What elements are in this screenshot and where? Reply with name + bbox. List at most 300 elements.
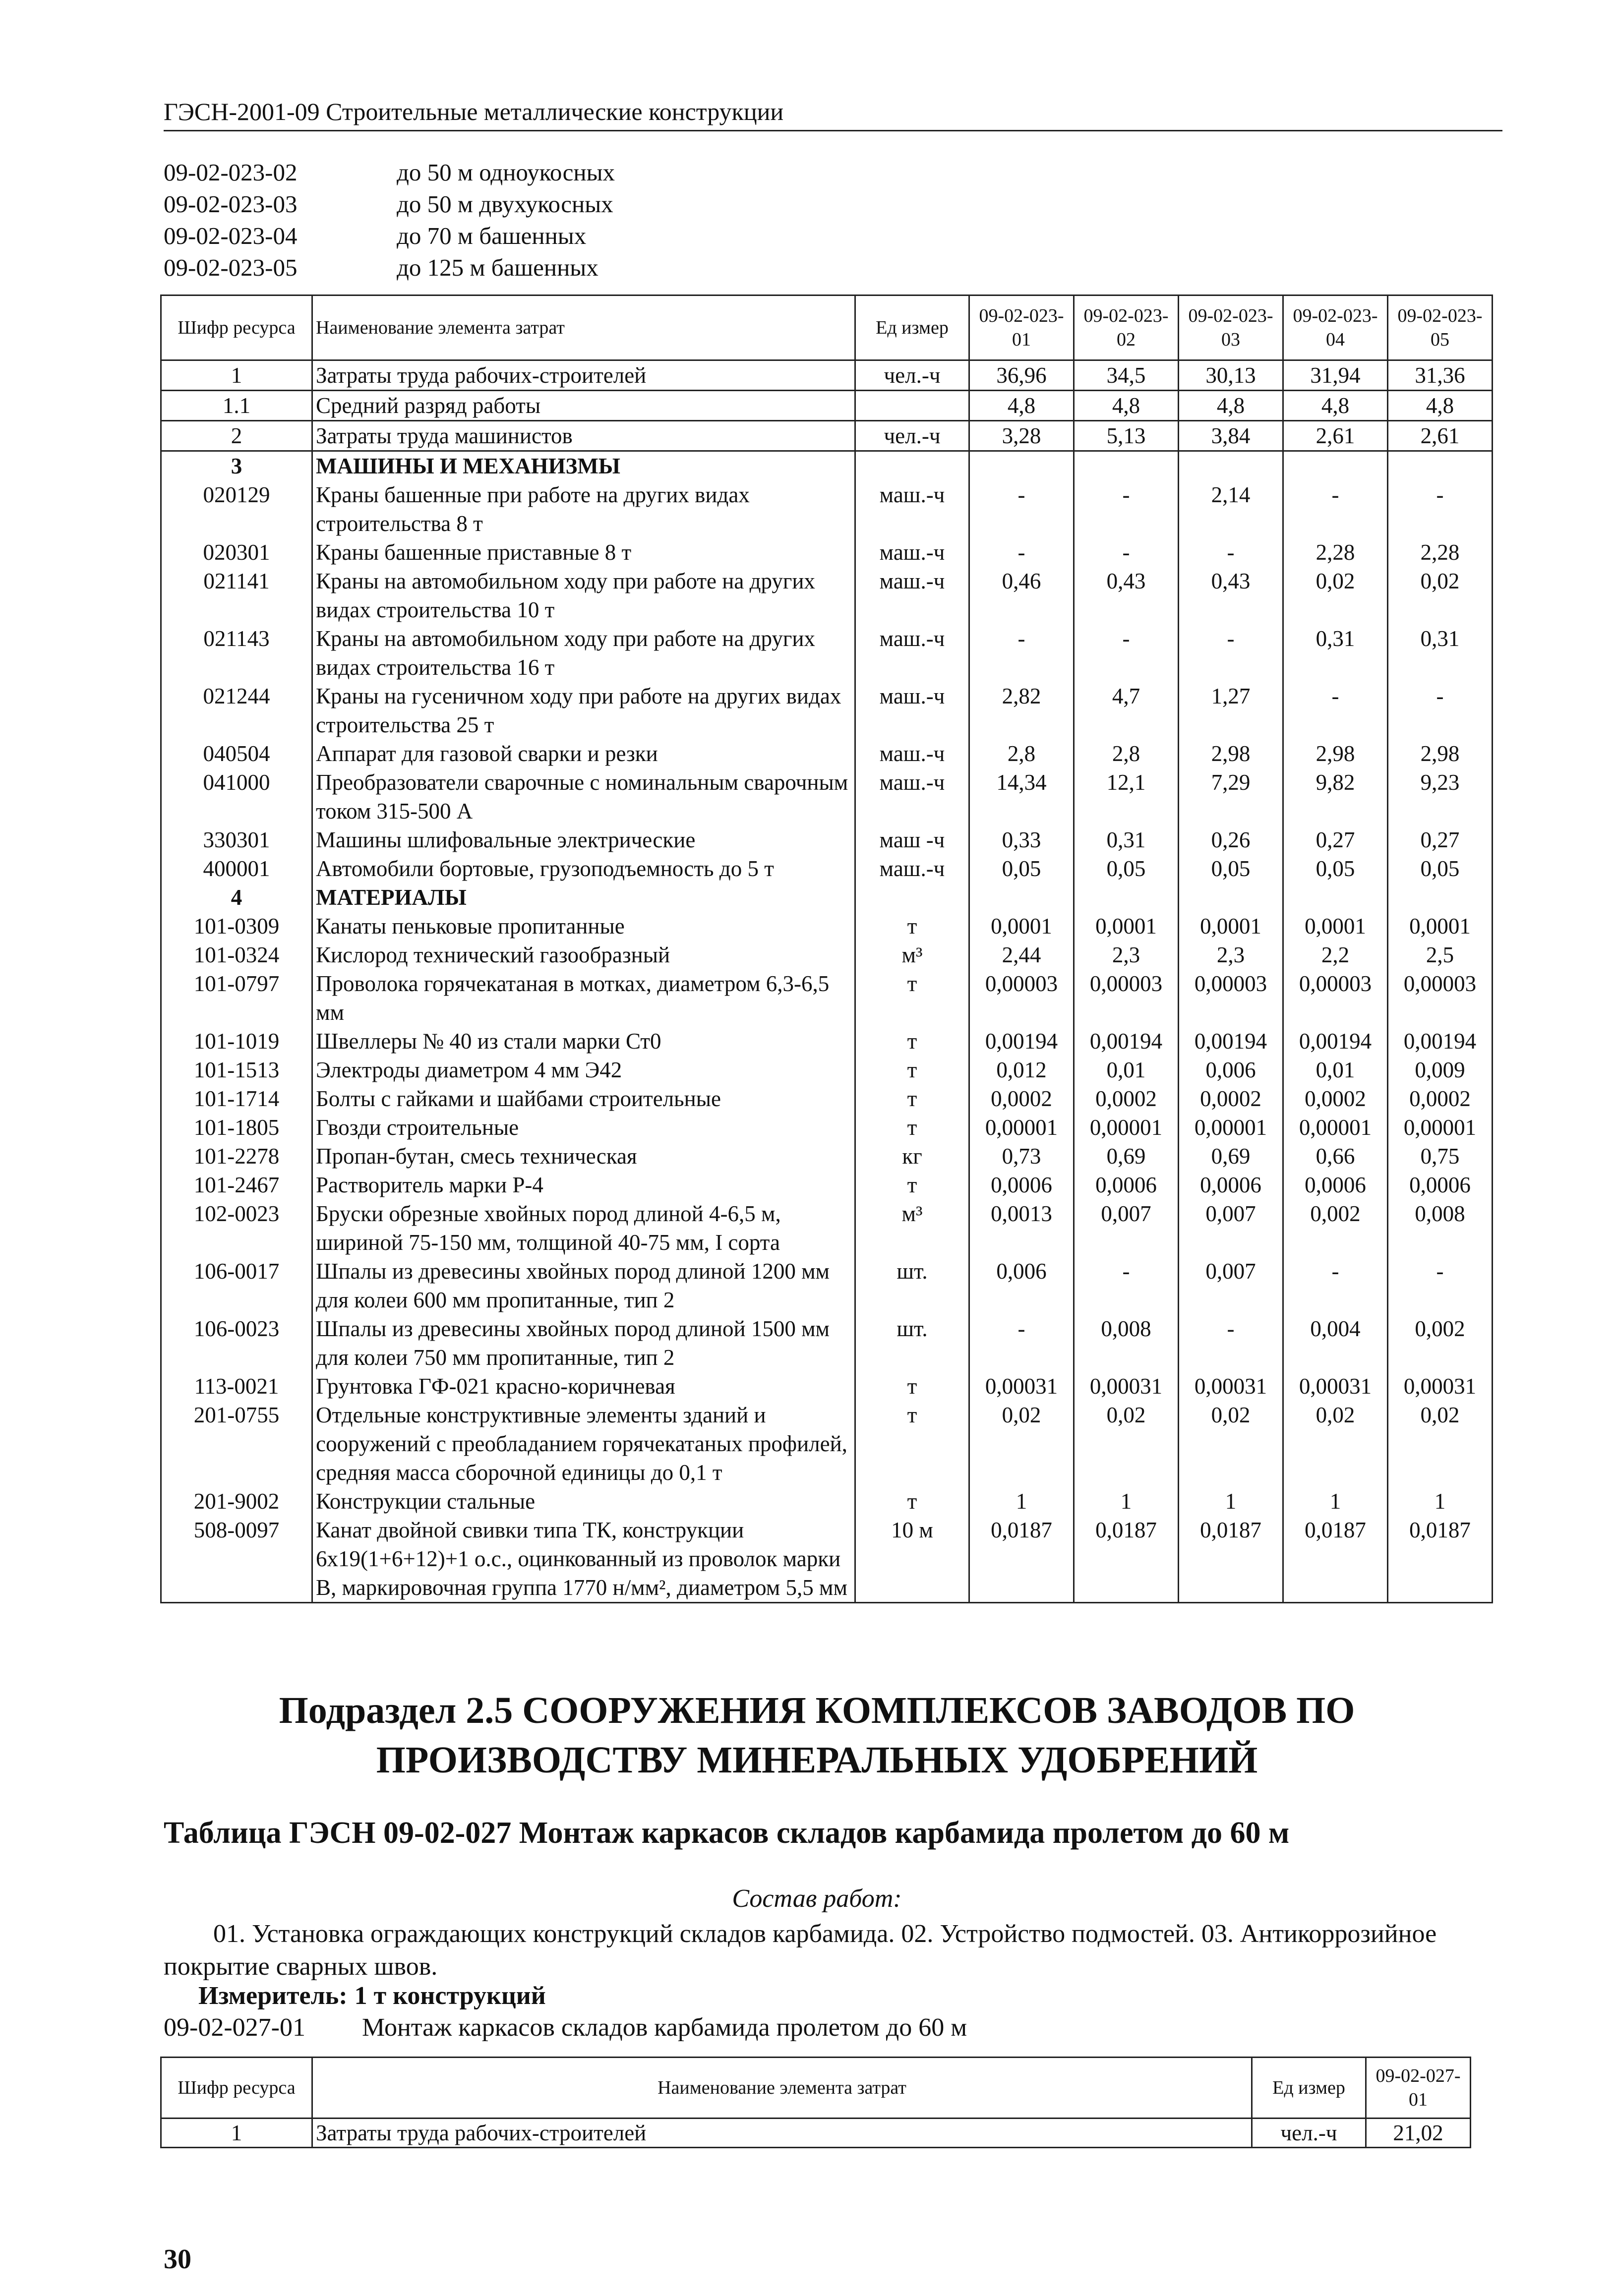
- table-row: [161, 682, 1493, 739]
- resource-table: [160, 294, 1493, 1603]
- table-row: [161, 480, 1493, 538]
- cell-unit: маш.-ч: [855, 854, 969, 883]
- cell-value: 0,31: [1283, 624, 1388, 682]
- header-unit: Ед измер: [855, 295, 969, 360]
- table-row: [161, 1084, 1493, 1113]
- cell-value: 0,0001: [1388, 912, 1493, 941]
- code-list-item: [164, 220, 615, 251]
- cell-value: 2,98: [1179, 739, 1283, 768]
- code-list-item: [164, 188, 615, 220]
- cell-value: 0,00003: [1388, 969, 1493, 1027]
- table-row: [161, 1516, 1493, 1603]
- cell-value: 0,0187: [1179, 1516, 1283, 1603]
- cell-value: 30,13: [1179, 360, 1283, 391]
- meter: [198, 1981, 553, 2010]
- cell-value: 0,00194: [1179, 1027, 1283, 1056]
- cell-value: 0,75: [1388, 1142, 1493, 1171]
- cell-unit: шт.: [855, 1257, 969, 1314]
- header-value: 09-02-023-04: [1283, 295, 1388, 360]
- cell-code: 201-0755: [161, 1401, 312, 1487]
- cell-value: 0,31: [1074, 825, 1179, 854]
- cell-name: Аппарат для газовой сварки и резки: [312, 739, 855, 768]
- cell-unit: т: [855, 1487, 969, 1516]
- cell-value: 0,002: [1388, 1314, 1493, 1372]
- cell-value: 2,8: [1074, 739, 1179, 768]
- cell-name: Проволока горячекатаная в мотках, диаметром 6,3-6,5 мм: [312, 969, 855, 1027]
- cell-value: 0,0002: [969, 1084, 1074, 1113]
- cell-value: 0,007: [1179, 1257, 1283, 1314]
- cell-value: 0,05: [1074, 854, 1179, 883]
- cell-name: Гвозди строительные: [312, 1113, 855, 1142]
- cell-code: 101-1805: [161, 1113, 312, 1142]
- cell-unit: 10 м: [855, 1516, 969, 1603]
- cell-name: МАШИНЫ И МЕХАНИЗМЫ: [312, 451, 855, 481]
- table-row: [161, 567, 1493, 624]
- works-title: Состав работ:: [732, 1884, 902, 1913]
- code-list-desc: до 50 м двухукосных: [397, 190, 613, 218]
- cell-code: 1.1: [161, 391, 312, 421]
- cell-value: 0,00031: [969, 1372, 1074, 1401]
- cell-value: -: [1179, 538, 1283, 567]
- cell-value: 4,8: [1179, 391, 1283, 421]
- cell-value: 2,61: [1283, 421, 1388, 451]
- code-list-desc: до 50 м одноукосных: [397, 158, 615, 186]
- cell-unit: [855, 391, 969, 421]
- header-value: 09-02-023-02: [1074, 295, 1179, 360]
- cell-code: 508-0097: [161, 1516, 312, 1603]
- cell-value: 31,94: [1283, 360, 1388, 391]
- cell-name: Растворитель марки Р-4: [312, 1171, 855, 1199]
- subsection-title-line: ПРОИЗВОДСТВУ МИНЕРАЛЬНЫХ УДОБРЕНИЙ: [376, 1739, 1258, 1781]
- cell-value: 0,43: [1179, 567, 1283, 624]
- cell-unit: м³: [855, 1199, 969, 1257]
- cell-unit: кг: [855, 1142, 969, 1171]
- cell-value: -: [969, 1314, 1074, 1372]
- table-row: [161, 1257, 1493, 1314]
- cell-code: 101-2278: [161, 1142, 312, 1171]
- cell-value: 9,82: [1283, 768, 1388, 825]
- cell-value: 0,0013: [969, 1199, 1074, 1257]
- cell-unit: т: [855, 969, 969, 1027]
- table-row: [161, 883, 1493, 912]
- cell-value: [1179, 451, 1283, 481]
- cell-value: 2,61: [1388, 421, 1493, 451]
- cell-code: 330301: [161, 825, 312, 854]
- cell-name: Бруски обрезные хвойных пород длиной 4-6,5 м, шириной 75-150 мм, толщиной 40-75 мм, I сорта: [312, 1199, 855, 1257]
- table-row: [161, 2119, 1471, 2148]
- cell-value: 0,006: [1179, 1056, 1283, 1084]
- cell-value: 0,00031: [1388, 1372, 1493, 1401]
- table-row: [161, 1171, 1493, 1199]
- page-number: 30: [164, 2244, 191, 2275]
- cell-code: 2: [161, 421, 312, 451]
- cell-value: 0,69: [1179, 1142, 1283, 1171]
- cell-value: 0,02: [1283, 1401, 1388, 1487]
- cell-value: 0,27: [1283, 825, 1388, 854]
- header-value: 09-02-023-01: [969, 295, 1074, 360]
- cell-name: Отдельные конструктивные элементы зданий и сооружений с преобладанием горячекатаных профилей, средняя масса сборочной единицы до 0,1 т: [312, 1401, 855, 1487]
- cell-value: 0,0002: [1179, 1084, 1283, 1113]
- cell-value: 3,28: [969, 421, 1074, 451]
- cell-value: 0,004: [1283, 1314, 1388, 1372]
- cell-code: 4: [161, 883, 312, 912]
- cell-code: 021143: [161, 624, 312, 682]
- code-list-code: 09-02-023-03: [164, 190, 298, 218]
- cell-value: -: [1074, 624, 1179, 682]
- cell-value: 0,006: [969, 1257, 1074, 1314]
- cell-code: 1: [161, 2119, 312, 2148]
- cell-value: 4,8: [1388, 391, 1493, 421]
- cell-value: 0,05: [969, 854, 1074, 883]
- table-row: [161, 1056, 1493, 1084]
- cell-value: 0,0006: [1074, 1171, 1179, 1199]
- resource-table-body: [161, 360, 1493, 1603]
- cell-value: -: [1388, 682, 1493, 739]
- cell-name: Электроды диаметром 4 мм Э42: [312, 1056, 855, 1084]
- cell-code: 102-0023: [161, 1199, 312, 1257]
- cell-value: 21,02: [1366, 2119, 1471, 2148]
- cell-name: Машины шлифовальные электрические: [312, 825, 855, 854]
- cell-value: 31,36: [1388, 360, 1493, 391]
- cell-unit: маш.-ч: [855, 480, 969, 538]
- cell-value: 4,8: [1074, 391, 1179, 421]
- code-list-item: [164, 156, 615, 188]
- cell-value: 4,7: [1074, 682, 1179, 739]
- table-row: [161, 825, 1493, 854]
- cell-name: Краны на автомобильном ходу при работе на других видах строительства 16 т: [312, 624, 855, 682]
- cell-unit: маш -ч: [855, 825, 969, 854]
- cell-value: 0,0187: [1074, 1516, 1179, 1603]
- cell-value: 0,02: [1283, 567, 1388, 624]
- cell-value: 0,43: [1074, 567, 1179, 624]
- cell-unit: маш.-ч: [855, 682, 969, 739]
- cell-code: 021244: [161, 682, 312, 739]
- cell-code: 101-1714: [161, 1084, 312, 1113]
- header-code: Шифр ресурса: [161, 2058, 312, 2119]
- cell-value: 0,0001: [1179, 912, 1283, 941]
- cell-unit: м³: [855, 941, 969, 969]
- cell-unit: т: [855, 1171, 969, 1199]
- cell-code: 041000: [161, 768, 312, 825]
- cell-name: Кислород технический газообразный: [312, 941, 855, 969]
- cell-code: 021141: [161, 567, 312, 624]
- cell-code: 3: [161, 451, 312, 481]
- cell-name: Краны башенные приставные 8 т: [312, 538, 855, 567]
- table-row: [161, 1199, 1493, 1257]
- cell-value: 0,0187: [1388, 1516, 1493, 1603]
- cell-value: 0,0187: [969, 1516, 1074, 1603]
- header-value: 09-02-027-01: [1366, 2058, 1471, 2119]
- cell-value: [1074, 451, 1179, 481]
- code-list: [164, 156, 615, 283]
- cell-value: [1388, 883, 1493, 912]
- cell-value: 1,27: [1179, 682, 1283, 739]
- cell-value: 34,5: [1074, 360, 1179, 391]
- cell-value: 0,0006: [969, 1171, 1074, 1199]
- code-list-item: [164, 251, 615, 283]
- cell-code: 040504: [161, 739, 312, 768]
- cell-value: 0,00003: [1179, 969, 1283, 1027]
- cell-value: 2,3: [1074, 941, 1179, 969]
- header-unit: Ед измер: [1252, 2058, 1366, 2119]
- cell-value: 0,46: [969, 567, 1074, 624]
- cell-value: -: [969, 480, 1074, 538]
- table-row: [161, 1314, 1493, 1372]
- cell-value: -: [1283, 1257, 1388, 1314]
- table-row: [161, 1142, 1493, 1171]
- cell-unit: маш.-ч: [855, 768, 969, 825]
- cell-value: 0,0006: [1388, 1171, 1493, 1199]
- cell-value: 0,007: [1074, 1199, 1179, 1257]
- cell-name: Грунтовка ГФ-021 красно-коричневая: [312, 1372, 855, 1401]
- cell-value: -: [1179, 624, 1283, 682]
- cell-value: 0,26: [1179, 825, 1283, 854]
- cell-value: 0,00001: [1074, 1113, 1179, 1142]
- cell-value: 2,8: [969, 739, 1074, 768]
- header-code: Шифр ресурса: [161, 295, 312, 360]
- cell-value: 2,82: [969, 682, 1074, 739]
- cell-value: 2,98: [1283, 739, 1388, 768]
- cell-value: 0,00001: [969, 1113, 1074, 1142]
- cell-code: 101-0324: [161, 941, 312, 969]
- cell-unit: чел.-ч: [1252, 2119, 1366, 2148]
- cell-value: 0,00194: [1388, 1027, 1493, 1056]
- cell-value: -: [1388, 480, 1493, 538]
- cell-code: 101-0797: [161, 969, 312, 1027]
- cell-value: 0,0006: [1179, 1171, 1283, 1199]
- cell-unit: т: [855, 1113, 969, 1142]
- cell-value: [969, 883, 1074, 912]
- cell-value: 0,05: [1179, 854, 1283, 883]
- code-list-desc: до 125 м башенных: [397, 253, 598, 281]
- cell-unit: шт.: [855, 1314, 969, 1372]
- cell-value: 0,02: [1074, 1401, 1179, 1487]
- cell-value: 0,00001: [1179, 1113, 1283, 1142]
- meter-value: 1 т конструкций: [354, 1982, 546, 2010]
- cell-unit: т: [855, 1084, 969, 1113]
- cell-value: 0,008: [1074, 1314, 1179, 1372]
- cell-code: 106-0023: [161, 1314, 312, 1372]
- cell-value: 0,31: [1388, 624, 1493, 682]
- cell-value: 5,13: [1074, 421, 1179, 451]
- cell-value: [1388, 451, 1493, 481]
- cell-code: 020129: [161, 480, 312, 538]
- cell-name: Средний разряд работы: [312, 391, 855, 421]
- cell-name: Канат двойной свивки типа ТК, конструкции 6х19(1+6+12)+1 о.с., оцинкованный из проволок марки В, маркировочная группа 1770 н/мм², диаметром 5,5 мм: [312, 1516, 855, 1603]
- cell-value: 0,01: [1074, 1056, 1179, 1084]
- table-row: [161, 941, 1493, 969]
- cell-name: Швеллеры № 40 из стали марки Ст0: [312, 1027, 855, 1056]
- cell-value: 3,84: [1179, 421, 1283, 451]
- cell-code: 106-0017: [161, 1257, 312, 1314]
- cell-name: Затраты труда рабочих-строителей: [312, 2119, 1252, 2148]
- cell-value: 2,5: [1388, 941, 1493, 969]
- cell-unit: т: [855, 1401, 969, 1487]
- item-code: 09-02-027-01: [164, 2013, 305, 2042]
- cell-value: 2,44: [969, 941, 1074, 969]
- cell-name: Преобразователи сварочные с номинальным сварочным током 315-500 А: [312, 768, 855, 825]
- table-header-row: [161, 2058, 1471, 2119]
- cell-name: Автомобили бортовые, грузоподъемность до 5 т: [312, 854, 855, 883]
- cell-name: Болты с гайками и шайбами строительные: [312, 1084, 855, 1113]
- cell-value: 0,33: [969, 825, 1074, 854]
- table-row: [161, 912, 1493, 941]
- cell-unit: т: [855, 912, 969, 941]
- cell-value: -: [1074, 480, 1179, 538]
- cell-code: 113-0021: [161, 1372, 312, 1401]
- cell-code: 201-9002: [161, 1487, 312, 1516]
- cell-name: Затраты труда рабочих-строителей: [312, 360, 855, 391]
- cell-value: -: [1283, 480, 1388, 538]
- cell-name: Шпалы из древесины хвойных пород длиной 1500 мм для колеи 750 мм пропитанные, тип 2: [312, 1314, 855, 1372]
- cell-name: Пропан-бутан, смесь техническая: [312, 1142, 855, 1171]
- cell-value: 0,0001: [1074, 912, 1179, 941]
- cell-value: 4,8: [1283, 391, 1388, 421]
- item-line: [164, 2013, 967, 2042]
- cell-value: 2,2: [1283, 941, 1388, 969]
- table-row: [161, 1113, 1493, 1142]
- cell-value: 1: [1388, 1487, 1493, 1516]
- table-row: [161, 854, 1493, 883]
- cell-value: -: [1179, 1314, 1283, 1372]
- cell-value: 0,0002: [1074, 1084, 1179, 1113]
- cell-value: 0,008: [1388, 1199, 1493, 1257]
- cell-value: 0,00194: [1283, 1027, 1388, 1056]
- header-value: 09-02-023-03: [1179, 295, 1283, 360]
- cell-value: [1074, 883, 1179, 912]
- cell-name: Краны на автомобильном ходу при работе на других видах строительства 10 т: [312, 567, 855, 624]
- resource-table-2: [160, 2057, 1471, 2148]
- works-text: 01. Установка ограждающих конструкций складов карбамида. 02. Устройство подмостей. 03. Антикоррозийное покрытие сварных швов.: [164, 1920, 1437, 1981]
- subsection-title: [164, 1686, 1470, 1785]
- cell-code: 101-0309: [161, 912, 312, 941]
- cell-value: 0,009: [1388, 1056, 1493, 1084]
- cell-value: 36,96: [969, 360, 1074, 391]
- cell-value: -: [1283, 682, 1388, 739]
- cell-value: 9,23: [1388, 768, 1493, 825]
- cell-value: 0,02: [1388, 1401, 1493, 1487]
- cell-value: 0,0001: [1283, 912, 1388, 941]
- cell-value: 0,00031: [1283, 1372, 1388, 1401]
- cell-code: 101-2467: [161, 1171, 312, 1199]
- cell-value: 1: [969, 1487, 1074, 1516]
- page-header: ГЭСН-2001-09 Строительные металлические конструкции: [164, 97, 1502, 131]
- cell-value: 0,00194: [1074, 1027, 1179, 1056]
- cell-value: [1283, 451, 1388, 481]
- cell-value: 0,0001: [969, 912, 1074, 941]
- table-row: [161, 1372, 1493, 1401]
- cell-name: Краны башенные при работе на других видах строительства 8 т: [312, 480, 855, 538]
- cell-value: 14,34: [969, 768, 1074, 825]
- cell-value: 0,00031: [1074, 1372, 1179, 1401]
- cell-unit: маш.-ч: [855, 624, 969, 682]
- table-row: [161, 739, 1493, 768]
- cell-value: 1: [1179, 1487, 1283, 1516]
- cell-unit: маш.-ч: [855, 739, 969, 768]
- cell-value: 2,28: [1388, 538, 1493, 567]
- header-name: Наименование элемента затрат: [312, 2058, 1252, 2119]
- cell-unit: т: [855, 1027, 969, 1056]
- meter-label: Измеритель:: [198, 1982, 348, 2010]
- cell-value: 2,98: [1388, 739, 1493, 768]
- cell-value: 0,05: [1388, 854, 1493, 883]
- cell-value: 0,27: [1388, 825, 1493, 854]
- cell-value: [1283, 883, 1388, 912]
- cell-value: 0,0006: [1283, 1171, 1388, 1199]
- cell-name: Затраты труда машинистов: [312, 421, 855, 451]
- cell-unit: т: [855, 1056, 969, 1084]
- cell-value: 0,0002: [1388, 1084, 1493, 1113]
- cell-value: 0,02: [969, 1401, 1074, 1487]
- cell-value: -: [1074, 1257, 1179, 1314]
- cell-code: 101-1513: [161, 1056, 312, 1084]
- cell-value: 0,02: [1388, 567, 1493, 624]
- cell-unit: т: [855, 1372, 969, 1401]
- cell-value: 0,00001: [1283, 1113, 1388, 1142]
- table-title: Таблица ГЭСН 09-02-027 Монтаж каркасов складов карбамида пролетом до 60 м: [164, 1816, 1290, 1850]
- cell-name: Конструкции стальные: [312, 1487, 855, 1516]
- cell-unit: [855, 883, 969, 912]
- cell-unit: маш.-ч: [855, 567, 969, 624]
- cell-name: Шпалы из древесины хвойных пород длиной 1200 мм для колеи 600 мм пропитанные, тип 2: [312, 1257, 855, 1314]
- table-row: [161, 768, 1493, 825]
- item-desc: Монтаж каркасов складов карбамида пролетом до 60 м: [362, 2013, 967, 2042]
- cell-value: [969, 451, 1074, 481]
- cell-value: -: [969, 624, 1074, 682]
- cell-value: 0,002: [1283, 1199, 1388, 1257]
- cell-value: 2,3: [1179, 941, 1283, 969]
- cell-name: Краны на гусеничном ходу при работе на других видах строительства 25 т: [312, 682, 855, 739]
- cell-value: 0,00031: [1179, 1372, 1283, 1401]
- table-row: [161, 391, 1493, 421]
- cell-code: 101-1019: [161, 1027, 312, 1056]
- cell-value: 4,8: [969, 391, 1074, 421]
- cell-value: 2,14: [1179, 480, 1283, 538]
- cell-unit: [855, 451, 969, 481]
- cell-value: 0,00003: [1283, 969, 1388, 1027]
- cell-value: 0,00003: [1074, 969, 1179, 1027]
- code-list-desc: до 70 м башенных: [397, 222, 587, 249]
- header-name: Наименование элемента затрат: [312, 295, 855, 360]
- code-list-code: 09-02-023-05: [164, 253, 298, 281]
- subsection-title-line: Подраздел 2.5 СООРУЖЕНИЯ КОМПЛЕКСОВ ЗАВОДОВ ПО: [279, 1690, 1355, 1731]
- cell-value: 0,00001: [1388, 1113, 1493, 1142]
- cell-value: -: [1388, 1257, 1493, 1314]
- cell-value: -: [969, 538, 1074, 567]
- cell-value: 0,012: [969, 1056, 1074, 1084]
- cell-value: 12,1: [1074, 768, 1179, 825]
- table-row: [161, 360, 1493, 391]
- cell-value: 0,007: [1179, 1199, 1283, 1257]
- table-row: [161, 451, 1493, 481]
- table-row: [161, 1487, 1493, 1516]
- cell-value: [1179, 883, 1283, 912]
- cell-value: 0,00003: [969, 969, 1074, 1027]
- table-row: [161, 969, 1493, 1027]
- cell-code: 020301: [161, 538, 312, 567]
- cell-value: 0,02: [1179, 1401, 1283, 1487]
- cell-code: 400001: [161, 854, 312, 883]
- cell-value: 1: [1074, 1487, 1179, 1516]
- cell-value: 1: [1283, 1487, 1388, 1516]
- cell-unit: чел.-ч: [855, 360, 969, 391]
- cell-value: 0,0187: [1283, 1516, 1388, 1603]
- header-value: 09-02-023-05: [1388, 295, 1493, 360]
- cell-unit: чел.-ч: [855, 421, 969, 451]
- cell-name: Канаты пеньковые пропитанные: [312, 912, 855, 941]
- cell-value: 0,73: [969, 1142, 1074, 1171]
- table-row: [161, 624, 1493, 682]
